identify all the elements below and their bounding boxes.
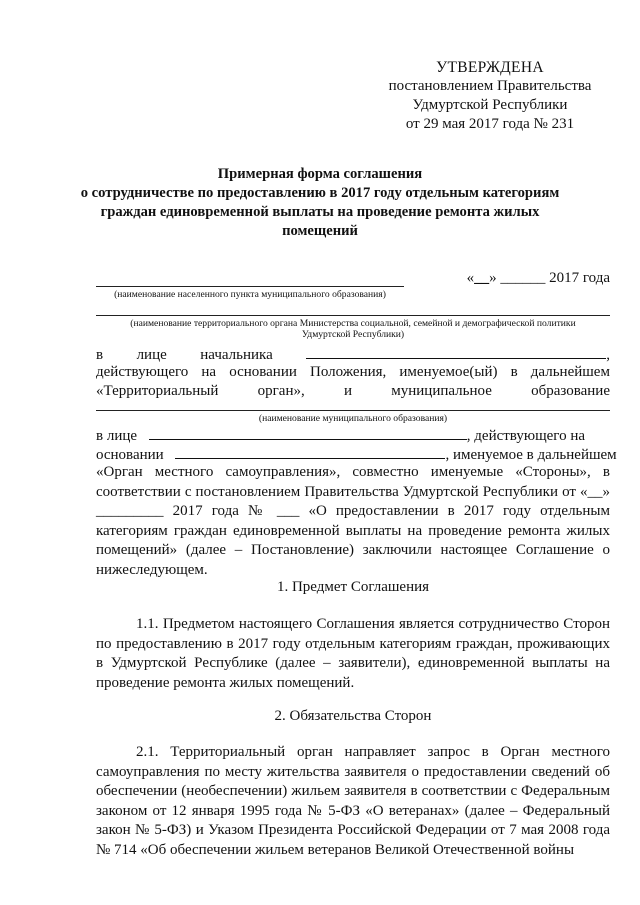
- territorial-body-blank-line[interactable]: [96, 315, 610, 316]
- preamble-word: «Территориальный: [96, 383, 219, 399]
- title-line-4: помещений: [282, 223, 358, 239]
- basis-document-field[interactable]: [175, 444, 445, 459]
- approval-line-2: Удмуртской Республики: [412, 97, 568, 113]
- preamble-word: муниципальное: [391, 383, 492, 399]
- preamble-word: именуемое(ый): [399, 364, 498, 380]
- document-title: [80, 165, 560, 241]
- preamble-word: в: [96, 347, 104, 363]
- municipal-note: (наименование муниципального образования): [258, 413, 448, 424]
- settlement-blank-line[interactable]: [96, 286, 404, 287]
- municipal-blank-line[interactable]: [96, 410, 610, 411]
- preamble-text: , действующего на: [466, 428, 586, 444]
- preamble-word: Положения,: [310, 364, 387, 380]
- section-2-paragraph: 2.1. Территориальный орган направляет запрос в Орган местного самоуправления по месту жительства заявителя о предоставлении сведений об обеспечении (необеспечении) жильем заявителя в соответствии с Федеральным законом от 12 января 1995 года № 5-ФЗ «О ветеранах» (далее – Федеральный закон № 5-ФЗ) и Указом Президента Российской Федерации от 7 мая 2008 года № 714 «Об обеспечении жильем ветеранов Великой Отечественной войны: [96, 744, 610, 858]
- preamble-word: дальнейшем: [530, 364, 610, 380]
- head-of-municipality-field[interactable]: [149, 425, 467, 440]
- preamble-text: основании: [96, 447, 164, 463]
- date-day-field[interactable]: __: [474, 270, 490, 286]
- territorial-note-2: Удмуртской Республики): [301, 329, 405, 340]
- preamble-row-1: [96, 344, 610, 365]
- preamble-word: орган»,: [257, 383, 305, 399]
- preamble-row-3: [96, 382, 610, 401]
- title-line-3: граждан единовременной выплаты на проведение ремонта жилых: [100, 204, 540, 220]
- territorial-note-1: (наименование территориального органа Министерства социальной, семейной и демографической политики: [130, 318, 576, 329]
- section-1-paragraph: 1.1. Предметом настоящего Соглашения является сотрудничество Сторон по предоставлению в 2017 году отдельным категориям граждан, проживающих в Удмуртской Республике (далее – заявители), единовременной выплаты на проведение ремонта жилых помещений.: [96, 616, 610, 691]
- title-line-2: о сотрудничестве по предоставлению в 2017 году отдельным категориям: [80, 185, 560, 201]
- preamble-row-4: [96, 425, 610, 446]
- preamble-word: образование: [531, 383, 610, 399]
- preamble-row-2: [96, 363, 610, 382]
- preamble-text: в лице: [96, 428, 138, 444]
- preamble-word: основании: [229, 364, 297, 380]
- date-month-field[interactable]: ______: [500, 270, 546, 286]
- preamble-paragraph: «Орган местного самоуправления», совместно именуемые «Стороны», в соответствии с постановлением Правительства Удмуртской Республики от «__» _________ 2017 года № ___ «О предоставлении в 2017 году отдельным категориям граждан единовременной выплаты на проведение ремонта жилых помещений» (далее – Постановление) заключили настоящее Соглашение о нижеследующем.: [96, 464, 610, 578]
- preamble-word: и: [343, 383, 353, 399]
- title-line-1: Примерная форма соглашения: [217, 166, 423, 182]
- approval-line-3: от 29 мая 2017 года № 231: [405, 116, 575, 132]
- approval-line-1: постановлением Правительства: [388, 78, 592, 94]
- section-1-heading: 1. Предмет Соглашения: [276, 579, 430, 595]
- preamble-word: лице: [136, 347, 167, 363]
- preamble-word: на: [201, 364, 217, 380]
- head-name-field[interactable]: ,: [306, 344, 610, 365]
- approval-stamp: [370, 58, 610, 134]
- approval-head: УТВЕРЖДЕНА: [436, 59, 544, 76]
- preamble-word: действующего: [96, 364, 189, 380]
- section-2-heading: 2. Обязательства Сторон: [274, 708, 432, 724]
- date-year: 2017 года: [549, 270, 610, 286]
- preamble-word: в: [510, 364, 518, 380]
- preamble-row-5: [96, 444, 617, 465]
- date-quote-open: «: [466, 270, 475, 286]
- date-quote-close: »: [489, 270, 497, 286]
- settlement-note: (наименование населенного пункта муниципального образования): [114, 289, 386, 300]
- agreement-date: [467, 270, 610, 287]
- preamble-text: , именуемое в дальнейшем: [445, 447, 617, 463]
- preamble-word: начальника: [200, 347, 273, 363]
